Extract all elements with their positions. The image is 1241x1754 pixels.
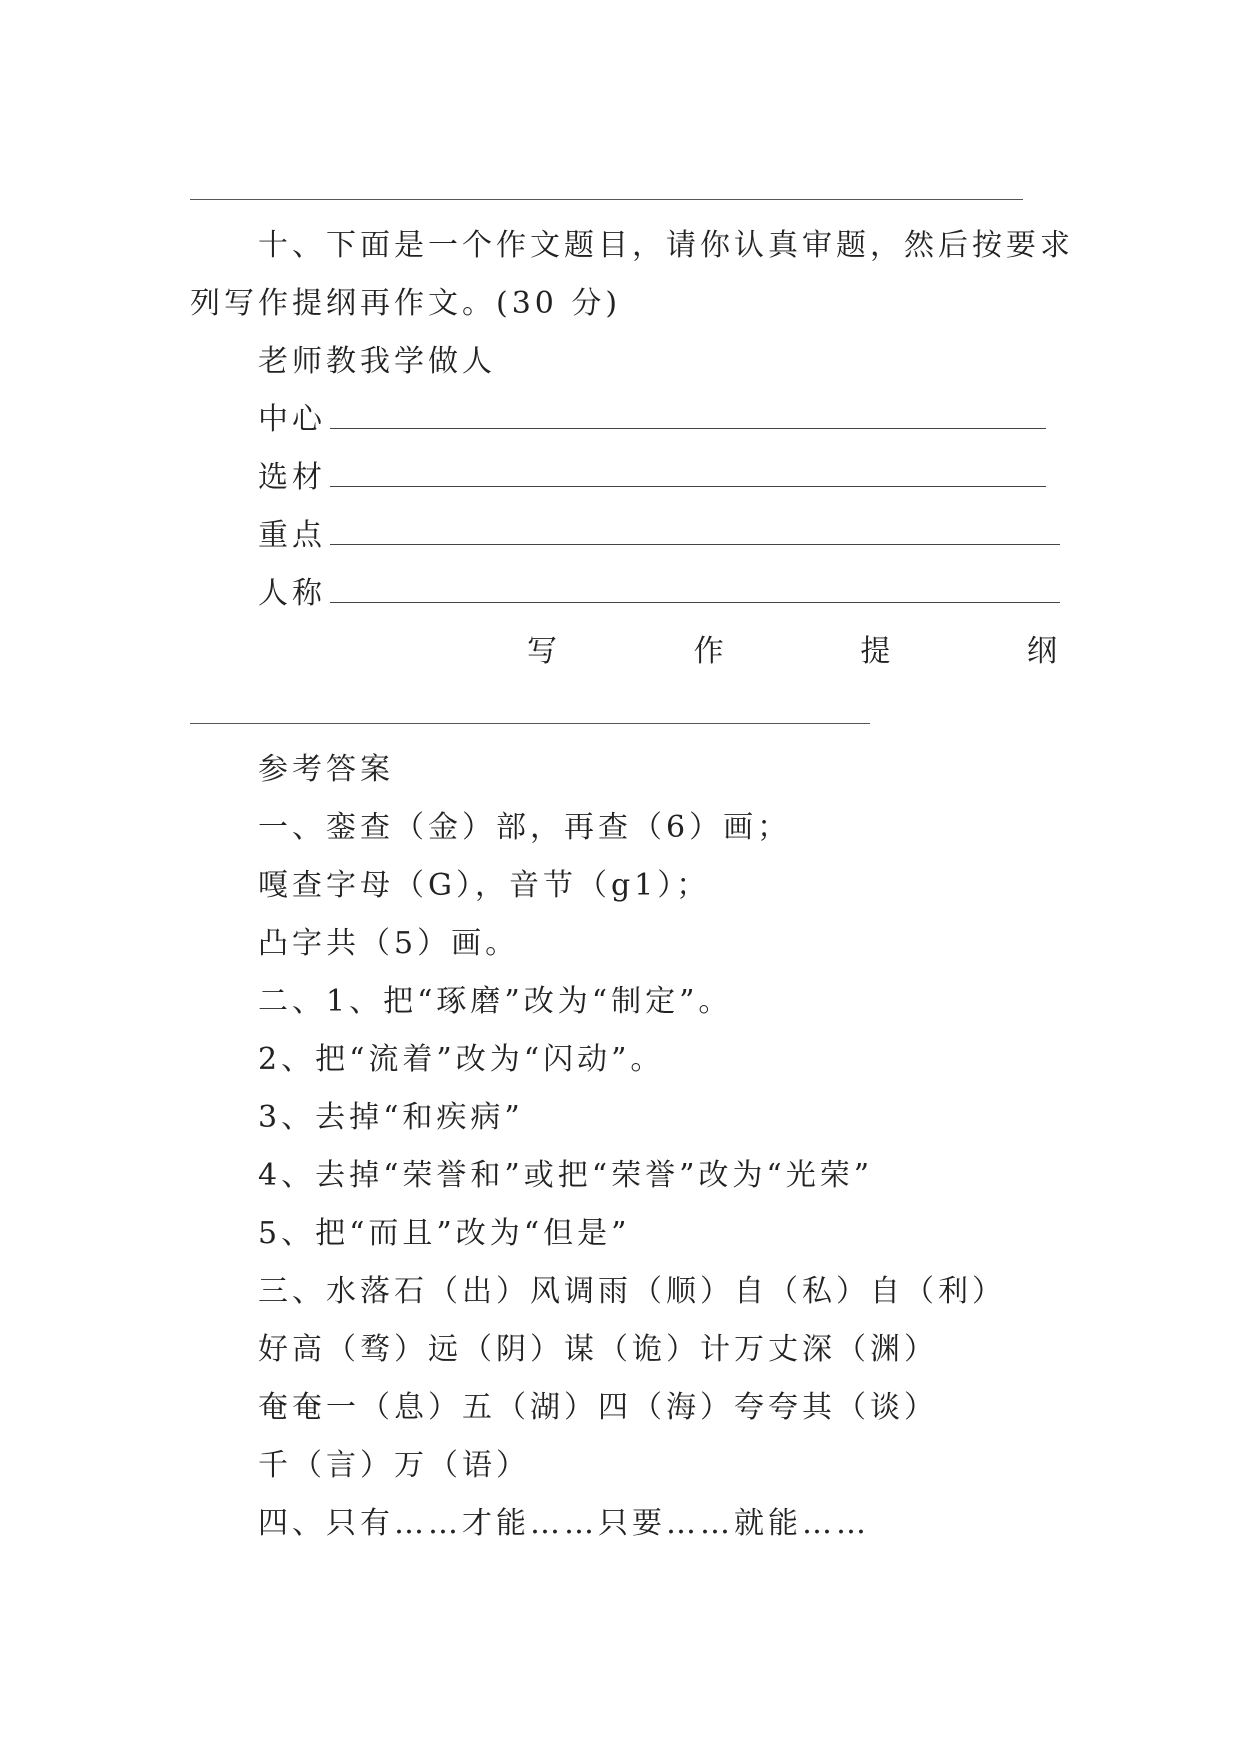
question-10-intro-line2: 列写作提纲再作文。(30 分) — [190, 286, 622, 321]
writing-outline-heading — [527, 632, 1057, 672]
answer-line: 四、只有……才能……只要……就能…… — [258, 1506, 870, 1541]
outline-blank-rule[interactable] — [190, 723, 870, 724]
answer-line: 一、銮查（金）部，再查（6）画； — [258, 810, 792, 845]
field-person-label: 人称 — [258, 576, 326, 611]
field-material — [258, 458, 1046, 498]
answer-line: 好高（骛）远（阴）谋（诡）计万丈深（渊） — [258, 1332, 938, 1367]
answer-line: 2、把“流着”改为“闪动”。 — [258, 1042, 665, 1077]
field-center — [258, 400, 1046, 440]
field-person — [258, 574, 1060, 614]
answer-line: 奄奄一（息）五（湖）四（海）夸夸其（谈） — [258, 1390, 938, 1425]
answer-line: 凸字共（5）画。 — [258, 926, 520, 961]
field-material-blank[interactable] — [330, 462, 1046, 487]
answer-line: 3、去掉“和疾病” — [258, 1100, 524, 1135]
field-focus-label: 重点 — [258, 518, 326, 553]
question-10-intro-line1: 十、下面是一个作文题目，请你认真审题，然后按要求 — [258, 228, 1074, 263]
field-material-label: 选材 — [258, 460, 326, 495]
field-center-label: 中心 — [258, 402, 326, 437]
essay-title: 老师教我学做人 — [258, 344, 496, 379]
outline-char-2: 作 — [693, 634, 724, 669]
outline-char-3: 提 — [860, 634, 891, 669]
outline-char-1: 写 — [527, 634, 557, 669]
answer-line: 嘎查字母（G），音节（g1）； — [258, 868, 711, 903]
answer-line: 4、去掉“荣誉和”或把“荣誉”改为“光荣” — [258, 1158, 874, 1193]
outline-char-4: 纲 — [1026, 634, 1057, 669]
top-answer-rule — [190, 199, 1023, 200]
answer-line: 5、把“而且”改为“但是” — [258, 1216, 631, 1251]
answers-heading: 参考答案 — [258, 752, 394, 787]
answer-line: 三、水落石（出）风调雨（顺）自（私）自（利） — [258, 1274, 1006, 1309]
field-focus-blank[interactable] — [330, 520, 1060, 545]
field-focus — [258, 516, 1060, 556]
answer-line: 千（言）万（语） — [258, 1448, 530, 1483]
field-center-blank[interactable] — [330, 404, 1046, 429]
field-person-blank[interactable] — [330, 578, 1060, 603]
answer-line: 二、1、把“琢磨”改为“制定”。 — [258, 984, 733, 1019]
